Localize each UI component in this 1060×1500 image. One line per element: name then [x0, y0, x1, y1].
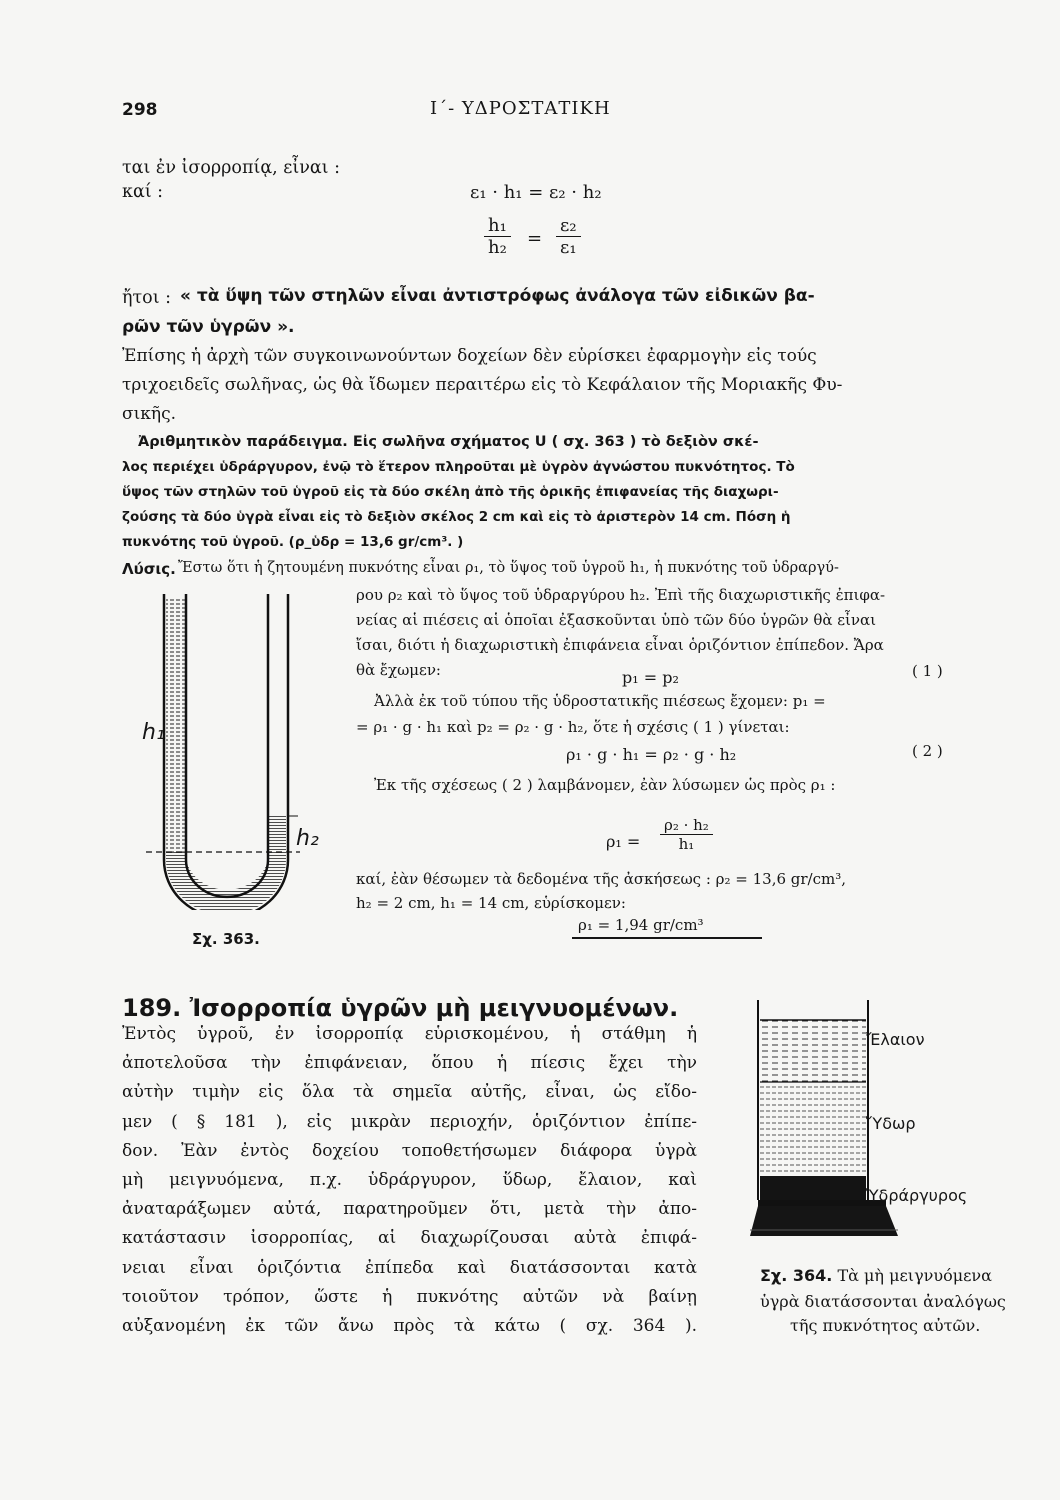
section-189-line: νειαι εἶναι ὁριζόντια ἐπίπεδα καὶ διατάσσονται κατὰ — [122, 1257, 697, 1278]
label-oil: Ἔλαιον — [866, 1030, 925, 1049]
label-mercury: Ὑδράργυρος — [866, 1186, 968, 1205]
equation-ref-1: ( 1 ) — [912, 662, 943, 680]
solution-line: = ρ₁ · g · h₁ καὶ p₂ = ρ₂ · g · h₂, ὅτε ἡ σχέσις ( 1 ) γίνεται: — [356, 718, 790, 736]
figure-364-caption-text: Τὰ μὴ μειγνυόμενα — [837, 1266, 992, 1285]
solution-line: ἴσαι, διότι ἡ διαχωριστικὴ ἐπιφάνεια εἶναι ὁριζόντιον ἐπίπεδον. Ἄρα — [356, 636, 884, 654]
statement-bold: « τὰ ὕψη τῶν στηλῶν εἶναι ἀντιστρόφως ἀνάλογα τῶν εἰδικῶν βα- — [180, 286, 815, 306]
solution-line: θὰ ἔχωμεν: — [356, 661, 441, 679]
fraction-lhs: ρ₁ = — [606, 832, 641, 851]
example-line: Ἀριθμητικὸν παράδειγμα. Εἰς σωλῆνα σχήματος U ( σχ. 363 ) τὸ δεξιὸν σκέ- — [138, 434, 759, 450]
solution-line: h₂ = 2 cm, h₁ = 14 cm, εὑρίσκομεν: — [356, 894, 626, 912]
label-water: Ὕδωρ — [866, 1114, 916, 1133]
section-189-line: μεν ( § 181 ), εἰς μικρὰν περιοχήν, ὁριζόντιον ἐπίπε- — [122, 1111, 697, 1132]
fraction-rho — [660, 816, 713, 853]
figure-364-caption-label: Σχ. 364. — [760, 1266, 833, 1285]
text-line: τριχοειδεῖς σωλῆνας, ὡς θὰ ἴδωμεν περαιτέρω εἰς τὸ Κεφάλαιον τῆς Μοριακῆς Φυ- — [122, 375, 843, 395]
u-tube-figure — [140, 590, 340, 910]
statement-bold: ρῶν τῶν ὑγρῶν ». — [122, 317, 295, 337]
text-line: σικῆς. — [122, 404, 177, 424]
figure-364-caption-line: ὑγρὰ διατάσσονται ἀναλόγως — [760, 1292, 1006, 1311]
result: ρ₁ = 1,94 gr/cm³ — [578, 916, 704, 934]
solution-line: Ἐκ τῆς σχέσεως ( 2 ) λαμβάνομεν, ἐὰν λύσωμεν ὡς πρὸς ρ₁ : — [374, 776, 836, 794]
fraction-denominator: h₁ — [678, 835, 695, 853]
fraction-epsilon — [556, 215, 581, 258]
example-line: ὕψος τῶν στηλῶν τοῦ ὑγροῦ εἰς τὰ δύο σκέλη ἀπὸ τῆς ὁρικῆς ἐπιφανείας τῆς διαχωρι- — [122, 484, 779, 500]
water-layer — [760, 1082, 866, 1176]
figure-364-caption-line: τῆς πυκνότητος αὐτῶν. — [790, 1316, 981, 1335]
fraction-denominator: ε₁ — [560, 237, 577, 258]
fraction-h — [484, 215, 511, 258]
fraction-numerator: ρ₂ · h₂ — [660, 816, 713, 835]
equals-sign: = — [527, 228, 543, 249]
running-head: Ι΄- ΥΔΡΟΣΤΑΤΙΚΗ — [430, 98, 611, 119]
solution-line: νείας αἱ πιέσεις αἱ ὁποῖαι ἐξασκοῦνται ὑπὸ τῶν δύο ὑγρῶν θὰ εἶναι — [356, 611, 877, 629]
solution-label: Λύσις. — [122, 560, 176, 578]
solution-line: ρου ρ₂ καὶ τὸ ὕψος τοῦ ὑδραργύρου h₂. Ἐπὶ τῆς διαχωριστικῆς ἐπιφα- — [356, 586, 886, 604]
equation-p: p₁ = p₂ — [622, 668, 679, 687]
section-189-line: ἀναταράξωμεν αὐτά, παρατηροῦμεν ὅτι, μετὰ τὴν ἀπο- — [122, 1199, 697, 1220]
fraction-numerator: h₁ — [484, 215, 511, 237]
solution-line: καί, ἐὰν θέσωμεν τὰ δεδομένα τῆς ἀσκήσεως : ρ₂ = 13,6 gr/cm³, — [356, 870, 847, 888]
equation-1: ε₁ · h₁ = ε₂ · h₂ — [470, 182, 602, 203]
intro-line: ται ἐν ἰσορροπίᾳ, εἶναι : — [122, 158, 340, 178]
figure-363-caption: Σχ. 363. — [192, 930, 260, 948]
section-189-line: τοιοῦτον τρόπον, ὥστε ἡ πυκνότης αὐτῶν νὰ βαίνῃ — [122, 1286, 697, 1307]
intro-line: καί : — [122, 182, 164, 202]
equation-2: ρ₁ · g · h₁ = ρ₂ · g · h₂ — [566, 745, 737, 764]
figure-364-caption-line — [760, 1266, 992, 1285]
section-189-line: δον. Ἐὰν ἐντὸς δοχείου τοποθετήσωμεν διάφορα ὑγρὰ — [122, 1140, 697, 1161]
fraction-numerator: ε₂ — [556, 215, 581, 237]
label-h1: h₁ — [142, 720, 165, 745]
section-189-line: κατάστασιν ἰσορροπίας, αἱ διαχωρίζουσαι αὐτὰ ἐπιφά- — [122, 1228, 697, 1249]
section-189-title: 189. Ἰσορροπία ὑγρῶν μὴ μειγνυομένων. — [122, 994, 679, 1022]
section-189-line: ἀποτελοῦσα τὴν ἐπιφάνειαν, ὅπου ἡ πίεσις ἔχει τὴν — [122, 1053, 697, 1074]
oil-layer — [760, 1020, 866, 1082]
section-189-line: αὐξανομένη ἐκ τῶν ἄνω πρὸς τὰ κάτω ( σχ. 364 ). — [122, 1316, 697, 1336]
section-189-line: μὴ μειγνυόμενα, π.χ. ὑδράργυρον, ὕδωρ, ἔλαιον, καὶ — [122, 1170, 697, 1190]
example-line: λος περιέχει ὑδράργυρον, ἐνῷ τὸ ἕτερον πληροῦται μὲ ὑγρὸν ἀγνώστου πυκνότητος. Τὸ — [122, 459, 795, 475]
text-line: Ἐπίσης ἡ ἀρχὴ τῶν συγκοινωνούντων δοχείων δὲν εὑρίσκει ἐφαρμογὴν εἰς τούς — [122, 346, 817, 366]
equation-ref-2: ( 2 ) — [912, 742, 943, 760]
label-h2: h₂ — [296, 826, 319, 851]
page-number: 298 — [122, 100, 158, 120]
beaker-figure — [742, 1000, 882, 1200]
statement-prefix: ἤτοι : — [122, 288, 172, 308]
result-underline — [572, 937, 762, 939]
solution-line: Ἔστω ὅτι ἡ ζητουμένη πυκνότης εἶναι ρ₁, τὸ ὕψος τοῦ ὑγροῦ h₁, ἡ πυκνότης τοῦ ὑδραργύ- — [178, 560, 839, 576]
left-liquid-column — [166, 598, 186, 852]
example-line: ζούσης τὰ δύο ὑγρὰ εἶναι εἰς τὸ δεξιὸν σκέλος 2 cm καὶ εἰς τὸ ἀριστερὸν 14 cm. Πόση ἡ — [122, 509, 791, 525]
section-189-line: Ἐντὸς ὑγροῦ, ἐν ἰσορροπίᾳ εὑρισκομένου, ἡ στάθμη ἡ — [122, 1024, 697, 1044]
example-line: πυκνότης τοῦ ὑγροῦ. (ρ_ὑδρ = 13,6 gr/cm³. ) — [122, 534, 464, 550]
section-189-line: αὐτὴν τιμὴν εἰς ὅλα τὰ σημεῖα αὐτῆς, εἶναι, ὡς εἴδο- — [122, 1082, 697, 1103]
solution-line: Ἀλλὰ ἐκ τοῦ τύπου τῆς ὑδροστατικῆς πιέσεως ἔχομεν: p₁ = — [374, 692, 826, 710]
fraction-denominator: h₂ — [488, 237, 507, 258]
